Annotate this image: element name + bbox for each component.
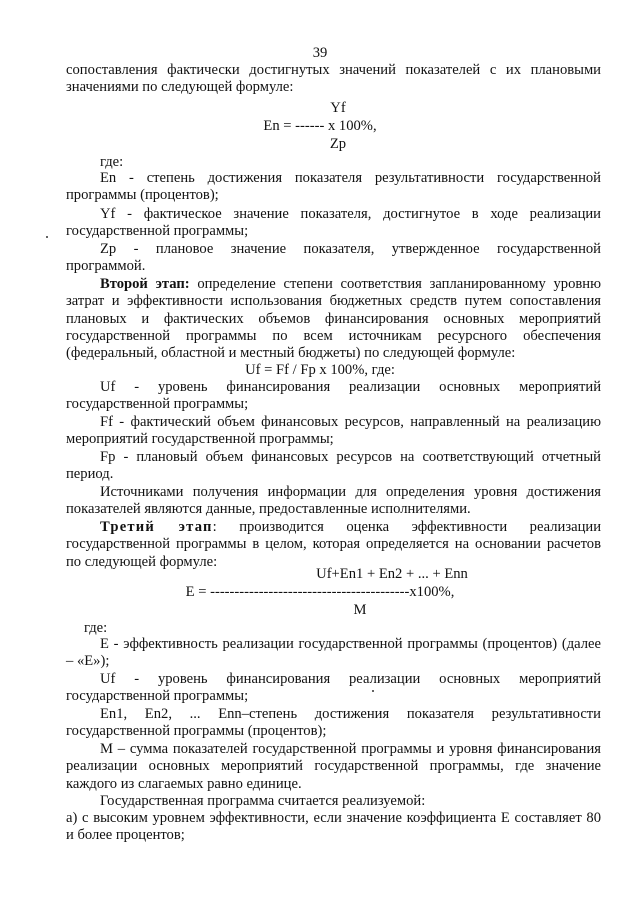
definition-uf-1: Uf - уровень финансирования реализации основных мероприятий государственной программы; [66, 379, 601, 413]
formula1-denominator: Zp [329, 136, 347, 152]
stage2-text: определение степени соответствия запланированному уровню затрат и эффективности использования бюджетных средств путем сопоставления плановых и фактических объемов финансирования основных мероприятий государственной программы по всем источникам ресурсного обеспечения (федеральный, областной и местный бюджеты) по следующей формуле: [66, 276, 601, 362]
definition-m: M – сумма показателей государственной программы и уровня финансирования реализации основных мероприятий государственной программы, где значение каждого из слагаемых равно единице. [66, 741, 601, 792]
stage2-title: Второй этап: [100, 276, 190, 292]
stage3-title: Третий этап [100, 519, 213, 535]
stage2-paragraph [66, 276, 601, 362]
formula2-line: Uf = Ff / Fp x 100%, где: [245, 362, 395, 378]
formula1-line: En = ------ x 100%, [263, 118, 377, 134]
stage3-text: : производится оценка эффективности реализации государственной программы в целом, которая определяется на основании расчетов по следующей формуле: [66, 519, 601, 570]
definition-fp: Fp - плановый объем финансовых ресурсов на соответствующий отчетный период. [66, 449, 601, 483]
definition-zp: Zp - плановое значение показателя, утвержденное государственной программой. [66, 241, 601, 275]
formula3-line: E = -----------------------------------------x100%, [185, 584, 455, 600]
definition-en: En - степень достижения показателя результативности государственной программы (процентов); [66, 170, 601, 204]
definition-yf: Yf - фактическое значение показателя, достигнутое в ходе реализации государственной программы; [66, 206, 601, 240]
realized-paragraph: Государственная программа считается реализуемой: [100, 793, 426, 809]
formula1-numerator: Yf [330, 100, 346, 116]
scan-speck [372, 690, 374, 692]
definition-enn: En1, En2, ... Enn–степень достижения показателя результативности государственной программы (процентов); [66, 706, 601, 740]
definition-uf-2: Uf - уровень финансирования реализации основных мероприятий государственной программы; [66, 671, 601, 705]
definition-e: E - эффективность реализации государственной программы (процентов) (далее – «E»); [66, 636, 601, 670]
intro-paragraph: сопоставления фактически достигнутых значений показателей с их плановыми значениями по следующей формуле: [66, 62, 601, 96]
item-a-paragraph: а) с высоким уровнем эффективности, если значение коэффициента E составляет 80 и более процентов; [66, 810, 601, 844]
stage3-paragraph [66, 519, 601, 571]
definition-ff: Ff - фактический объем финансовых ресурсов, направленный на реализацию мероприятий государственной программы; [66, 414, 601, 448]
where-label-2: где: [84, 620, 108, 636]
sources-paragraph: Источниками получения информации для определения уровня достижения показателей являются данные, предоставленные исполнителями. [66, 484, 601, 518]
where-label-1: где: [100, 154, 124, 170]
scan-speck [46, 236, 48, 238]
formula3-denominator: M [353, 602, 367, 618]
page-number: 39 [312, 45, 328, 61]
formula3-numerator: Uf+En1 + En2 + ... + Enn [316, 566, 468, 582]
